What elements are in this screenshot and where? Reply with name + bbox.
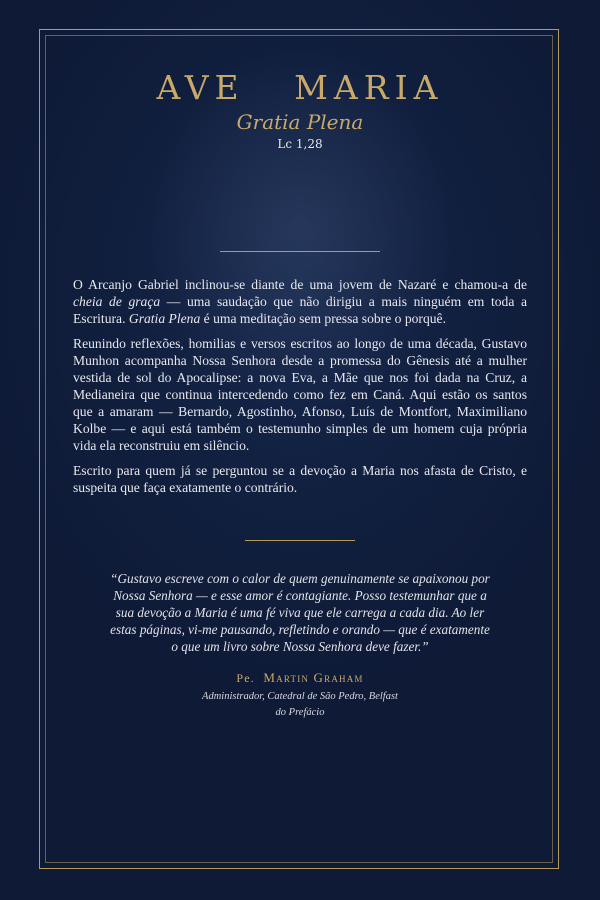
paragraph-1: O Arcanjo Gabriel inclinou-se diante de uma jovem de Nazaré e chamou-a de cheia de graça — uma saudação que não dirigiu a mais ninguém em toda a Escritura. Gratia Plena é uma meditação sem pressa sobre o porquê.: [73, 277, 528, 326]
endorsement-author: Pe. Martin Graham: [236, 670, 364, 685]
endorsement-quote: “Gustavo escreve com o calor de quem genuinamente se apaixonou por Nossa Senhora — e esse amor é contagiante. Posso testemunhar que a sua devoção a Maria é uma fé viva que ele carrega a cada dia. Ao ler estas páginas, vi-me pausando, refletindo e orando — que é exatamente o que um livro sobre Nossa Senhora deve fazer.”: [110, 571, 490, 654]
divider-bottom: [245, 540, 355, 541]
paragraph-3: Escrito para quem já se perguntou se a devoção a Maria nos afasta de Cristo, e suspeita que faça exatamente o contrário.: [73, 463, 527, 495]
book-subtitle: Gratia Plena: [236, 110, 364, 134]
description: [73, 276, 527, 504]
divider-top: [220, 251, 380, 252]
scripture-reference: Lc 1,28: [277, 137, 323, 151]
paragraph-2: Reunindo reflexões, homilias e versos escritos ao longo de uma década, Gustavo Munhon acompanha Nossa Senhora desde a promessa do Gênesis até a mulher vestida de sol do Apocalipse: a nova Eva, a Mãe que nos foi dada na Cruz, a Medianeira que continua intercedendo como fez em Caná. Aqui estão os santos que a amaram — Bernardo, Agostinho, Afonso, Luís de Montfort, Maximiliano Kolbe — e aqui está também o testemunho simples de um homem cuja própria vida ela reconstruiu em silêncio.: [73, 336, 527, 453]
endorsement-role: Administrador, Catedral de São Pedro, Belfast do Prefácio: [202, 691, 398, 718]
book-title: AVE MARIA: [156, 68, 444, 107]
